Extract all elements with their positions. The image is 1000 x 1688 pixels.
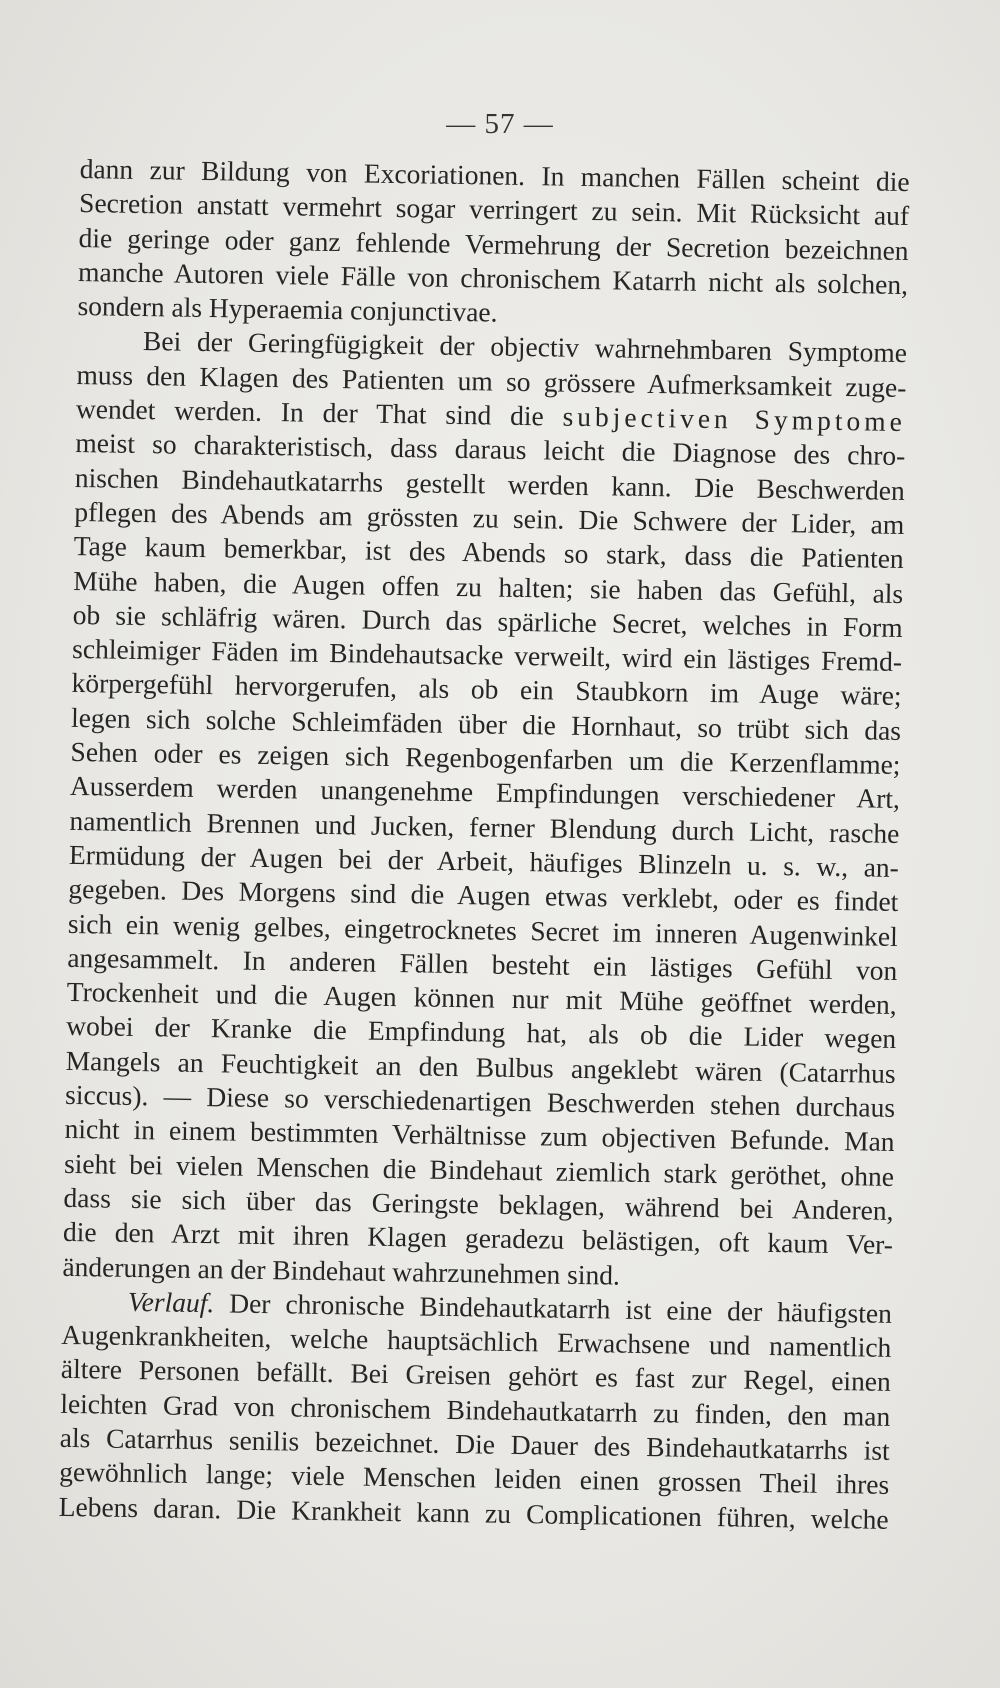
text-line: pflegen des Abends am grössten zu sein. Die Schwere der Lider, am xyxy=(74,495,905,540)
text-line: nischen Bindehautkatarrhs gestellt werden kann. Die Beschwerden xyxy=(74,461,906,506)
text-line: ob sie schläfrig wären. Durch das spärliche Secret, welches in Form xyxy=(72,598,903,643)
emphasized-term: subjectiven Symptome xyxy=(562,400,907,438)
text-line: Mühe haben, die Augen offen zu halten; sie haben das Gefühl, als xyxy=(73,564,904,609)
page-number: — 57 — xyxy=(446,108,554,140)
text-fragment: Der chronische Bindehautkatarrh ist eine der häufigsten xyxy=(214,1287,893,1329)
text-line: die den Arzt mit ihren Klagen geradezu belästigen, oft kaum Ver- xyxy=(62,1216,894,1261)
text-line: sondern als Hyperaemia conjunctivae. xyxy=(77,290,498,328)
text-line: leichten Grad von chronischem Bindehautkatarrh zu finden, den man xyxy=(60,1387,891,1432)
text-line: körpergefühl hervorgerufen, als ob ein Staubkorn im Auge wäre; xyxy=(71,667,902,712)
body-text xyxy=(58,152,909,1537)
text-line: sieht bei vielen Menschen die Bindehaut ziemlich stark geröthet, ohne xyxy=(63,1147,895,1192)
text-line: Mangels an Feuchtigkeit an den Bulbus angeklebt wären (Catarrhus xyxy=(65,1044,896,1089)
text-line: schleimiger Fäden im Bindehautsacke verweilt, wird ein lästiges Fremd- xyxy=(71,633,903,678)
text-line: legen sich solche Schleimfäden über die Hornhaut, so trübt sich das xyxy=(70,701,902,746)
text-fragment: wendet werden. In der That sind die xyxy=(75,393,563,432)
text-line: angesammelt. In anderen Fällen besteht ein lästiges Gefühl von xyxy=(67,941,898,986)
text-line: nicht in einem bestimmten Verhältnisse zum objectiven Befunde. Man xyxy=(64,1113,895,1158)
text-line: Lebens daran. Die Krankheit kann zu Complicationen führen, welche xyxy=(58,1490,889,1535)
text-line: änderungen an der Bindehaut wahrzunehmen sind. xyxy=(62,1250,621,1291)
text-line: manche Autoren viele Fälle von chronischem Katarrh nicht als solchen, xyxy=(77,255,909,300)
text-line: wobei der Kranke die Empfindung hat, als ob die Lider wegen xyxy=(66,1010,897,1055)
text-line: Tage kaum bemerkbar, ist des Abends so stark, dass die Patienten xyxy=(73,530,904,575)
text-line: muss den Klagen des Patienten um so grössere Aufmerksamkeit zuge- xyxy=(76,358,907,403)
text-line: Sehen oder es zeigen sich Regenbogenfarben um die Kerzenflamme; xyxy=(70,735,901,781)
text-line: Secretion anstatt vermehrt sogar verringert zu sein. Mit Rücksicht auf xyxy=(78,187,910,232)
text-line: gegeben. Des Morgens sind die Augen etwas verklebt, oder es findet xyxy=(68,873,899,918)
text-line: dass sie sich über das Geringste beklagen, während bei Anderen, xyxy=(63,1181,894,1226)
text-line: Ausserdem werden unangenehme Empfindungen verschiedener Art, xyxy=(69,770,901,815)
text-line: gewöhnlich lange; viele Menschen leiden einen grossen Theil ihres xyxy=(59,1456,890,1501)
section-heading-inline: Verlauf. xyxy=(127,1285,215,1319)
text-line: ältere Personen befällt. Bei Greisen gehört es fast zur Regel, einen xyxy=(60,1353,892,1398)
text-line: meist so charakteristisch, dass daraus leicht die Diagnose des chro- xyxy=(75,427,906,472)
text-line: sich ein wenig gelbes, eingetrocknetes Secret im inneren Augenwinkel xyxy=(67,907,899,952)
paragraph-start-line: Bei der Geringfügigkeit der objectiv wahrnehmbaren Symptome xyxy=(142,325,908,369)
text-line: siccus). — Diese so verschiedenartigen Beschwerden stehen durchaus xyxy=(64,1078,896,1123)
text-line: Augenkrankheiten, welche hauptsächlich Erwachsene und namentlich xyxy=(61,1318,892,1363)
text-line: die geringe oder ganz fehlende Vermehrung der Secretion bezeichnen xyxy=(78,221,909,266)
text-line: als Catarrhus senilis bezeichnet. Die Dauer des Bindehautkatarrhs ist xyxy=(59,1421,890,1466)
text-line: dann zur Bildung von Excoriationen. In manchen Fällen scheint die xyxy=(79,152,910,198)
text-line: Trockenheit und die Augen können nur mit Mühe geöffnet werden, xyxy=(66,976,897,1021)
text-line: namentlich Brennen und Jucken, ferner Blendung durch Licht, rasche xyxy=(69,804,900,849)
text-line: Ermüdung der Augen bei der Arbeit, häufiges Blinzeln u. s. w., an- xyxy=(68,838,900,883)
